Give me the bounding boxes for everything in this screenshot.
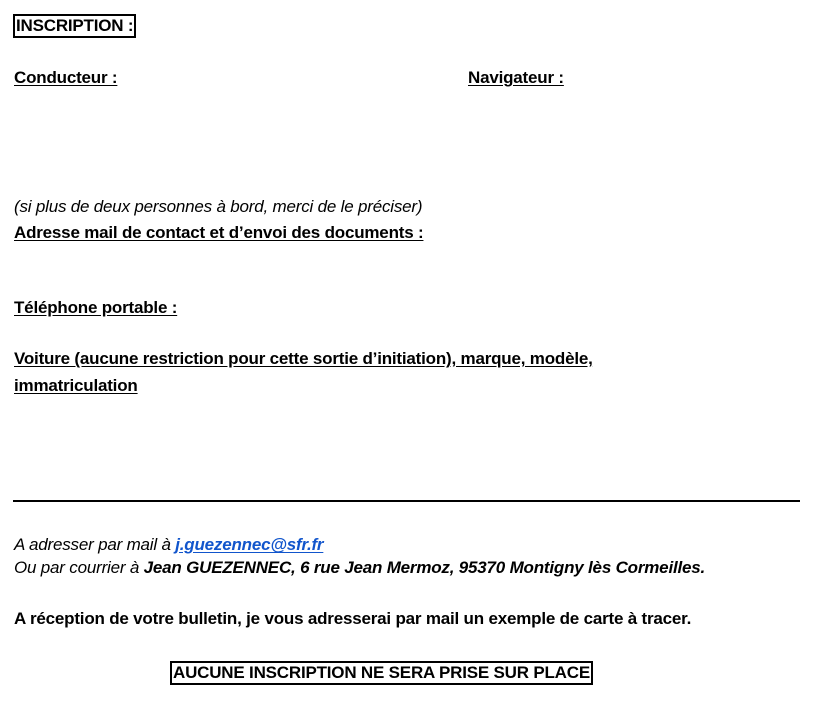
send-by-mail-line xyxy=(14,534,323,556)
conducteur-label: Conducteur : xyxy=(14,68,118,87)
section-divider xyxy=(13,500,800,502)
car-label-line2: immatriculation xyxy=(14,376,138,395)
navigateur-label: Navigateur : xyxy=(468,68,564,87)
send-by-post-prefix: Ou par courrier à xyxy=(14,558,144,577)
reception-note: A réception de votre bulletin, je vous adresserai par mail un exemple de carte à tracer. xyxy=(14,609,692,628)
no-onsite-notice: AUCUNE INSCRIPTION NE SERA PRISE SUR PLACE xyxy=(170,661,593,685)
send-by-post-line xyxy=(14,557,705,579)
send-by-mail-prefix: A adresser par mail à xyxy=(14,535,176,554)
more-people-note: (si plus de deux personnes à bord, merci de le préciser) xyxy=(14,197,423,216)
phone-label: Téléphone portable : xyxy=(14,298,178,317)
email-label: Adresse mail de contact et d’envoi des documents : xyxy=(14,223,424,242)
postal-address: Jean GUEZENNEC, 6 rue Jean Mermoz, 95370 Montigny lès Cormeilles. xyxy=(143,558,706,577)
inscription-title: INSCRIPTION : xyxy=(13,14,136,38)
contact-email-link[interactable]: j.guezennec@sfr.fr xyxy=(175,535,324,554)
car-label-line1: Voiture (aucune restriction pour cette sortie d’initiation), marque, modèle, xyxy=(14,349,593,368)
